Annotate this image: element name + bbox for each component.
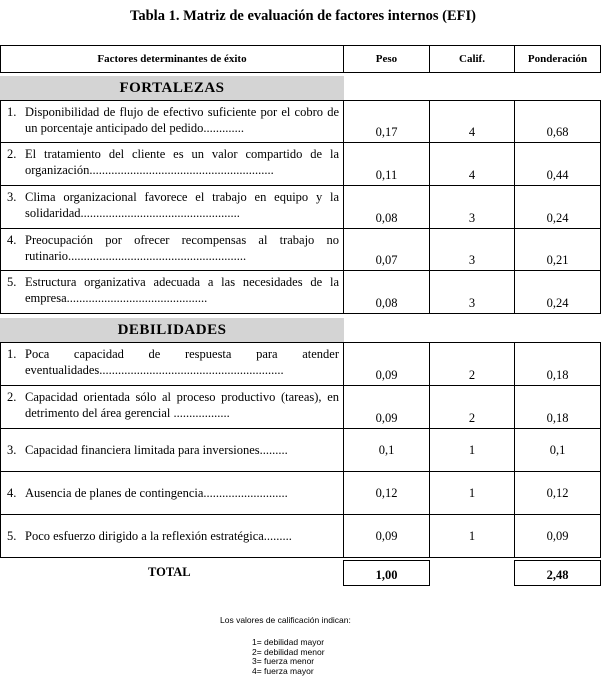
row-peso: 0,1 (343, 428, 430, 472)
row-peso: 0,09 (343, 385, 430, 429)
header-calif: Calif. (429, 45, 515, 73)
row-calif: 1 (429, 514, 515, 558)
row-ponderacion: 0,18 (514, 385, 601, 429)
row-ponderacion: 0,18 (514, 342, 601, 386)
table-row (0, 228, 344, 271)
row-calif: 4 (429, 142, 515, 186)
table-row (0, 514, 344, 558)
row-number: 3. (7, 443, 17, 457)
row-ponderacion: 0,44 (514, 142, 601, 186)
row-text: El tratamiento del cliente es un valor compartido de la organización........................................................... (25, 147, 339, 177)
row-ponderacion: 0,21 (514, 228, 601, 271)
header-ponderacion: Ponderación (514, 45, 601, 73)
table-row (0, 428, 344, 472)
row-ponderacion: 0,1 (514, 428, 601, 472)
legend-list (252, 638, 325, 676)
total-label: TOTAL (148, 565, 191, 579)
legend-item: 3= fuerza menor (252, 656, 315, 666)
row-number: 1. (7, 347, 17, 361)
row-ponderacion: 0,24 (514, 270, 601, 314)
row-calif: 3 (429, 185, 515, 229)
row-peso: 0,12 (343, 471, 430, 515)
row-ponderacion: 0,24 (514, 185, 601, 229)
row-text: Capacidad orientada sólo al proceso productivo (tareas), en detrimento del área gerencial .................. (25, 390, 339, 420)
row-text: Clima organizacional favorece el trabajo en equipo y la solidaridad................................................... (25, 190, 339, 220)
row-calif: 3 (429, 270, 515, 314)
row-calif: 2 (429, 385, 515, 429)
row-number: 1. (7, 105, 17, 119)
row-text: Ausencia de planes de contingencia........................... (25, 486, 288, 500)
table-row (0, 385, 344, 429)
total-peso: 1,00 (343, 560, 430, 586)
row-peso: 0,08 (343, 270, 430, 314)
row-calif: 3 (429, 228, 515, 271)
section-debilidades: DEBILIDADES (0, 318, 344, 342)
row-calif: 1 (429, 471, 515, 515)
row-calif: 4 (429, 100, 515, 143)
row-ponderacion: 0,68 (514, 100, 601, 143)
row-calif: 1 (429, 428, 515, 472)
row-text: Disponibilidad de flujo de efectivo suficiente por el cobro de un porcentaje anticipado del pedido............. (25, 105, 339, 135)
row-text: Estructura organizativa adecuada a las necesidades de la empresa............................................. (25, 275, 339, 305)
table-row (0, 142, 344, 186)
section-fortalezas: FORTALEZAS (0, 76, 344, 100)
header-peso: Peso (343, 45, 430, 73)
table-row (0, 270, 344, 314)
row-peso: 0,11 (343, 142, 430, 186)
row-calif: 2 (429, 342, 515, 386)
row-number: 2. (7, 390, 17, 404)
table-row (0, 471, 344, 515)
row-peso: 0,07 (343, 228, 430, 271)
row-ponderacion: 0,09 (514, 514, 601, 558)
row-peso: 0,08 (343, 185, 430, 229)
row-number: 5. (7, 529, 17, 543)
row-number: 3. (7, 190, 17, 204)
legend-item: 2= debilidad menor (252, 646, 325, 657)
row-peso: 0,09 (343, 342, 430, 386)
table-row (0, 342, 344, 386)
table-row (0, 185, 344, 229)
row-text: Poca capacidad de respuesta para atender eventualidades........................................................... (25, 347, 339, 377)
table-title: Tabla 1. Matriz de evaluación de factores internos (EFI) (130, 8, 476, 24)
legend-item: 4= fuerza mayor (252, 665, 314, 676)
row-peso: 0,09 (343, 514, 430, 558)
legend-heading: Los valores de calificación indican: (220, 615, 351, 625)
row-text: Poco esfuerzo dirigido a la reflexión estratégica......... (25, 529, 292, 543)
row-number: 4. (7, 233, 17, 247)
row-ponderacion: 0,12 (514, 471, 601, 515)
table-row (0, 100, 344, 143)
row-text: Capacidad financiera limitada para inversiones......... (25, 443, 288, 457)
legend-item: 1= debilidad mayor (252, 637, 325, 647)
row-number: 5. (7, 275, 17, 289)
row-number: 2. (7, 147, 17, 161)
row-peso: 0,17 (343, 100, 430, 143)
row-text: Preocupación por ofrecer recompensas al trabajo no rutinario......................................................... (25, 233, 339, 263)
header-factor: Factores determinantes de éxito (0, 45, 344, 73)
row-number: 4. (7, 486, 17, 500)
total-ponderacion: 2,48 (514, 560, 601, 586)
